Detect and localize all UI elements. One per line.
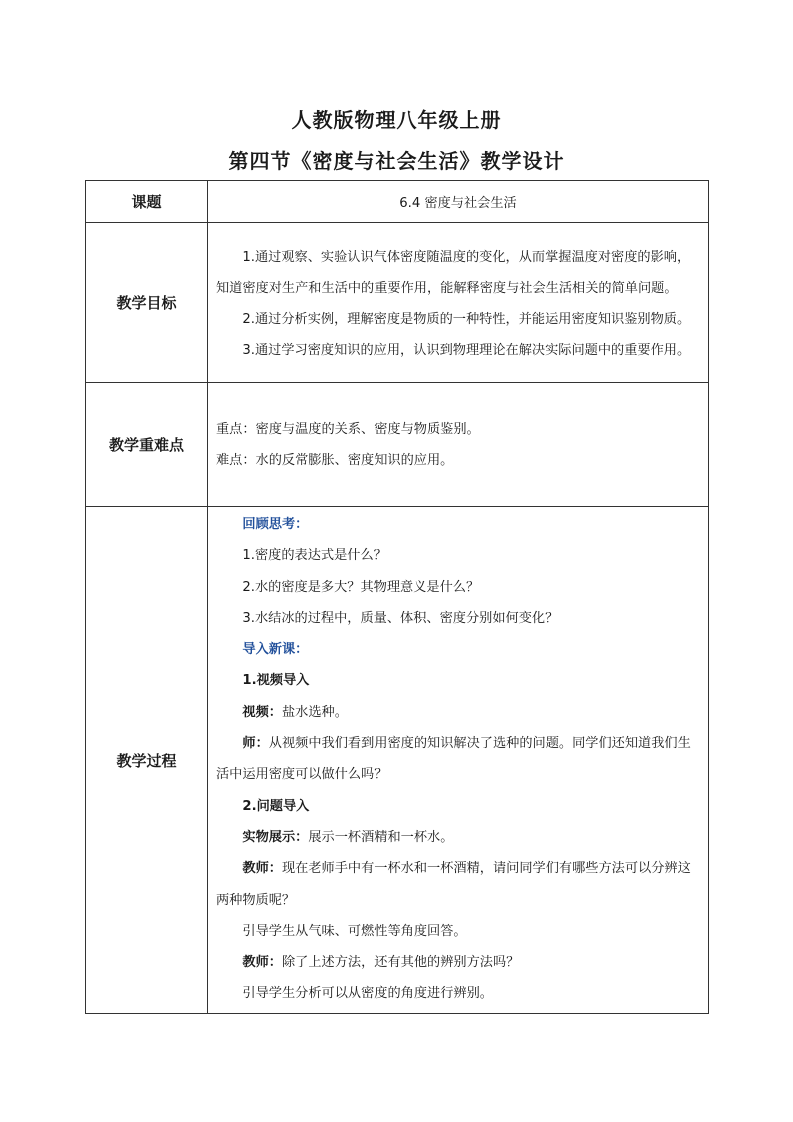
topic-value: 6.4 密度与社会生活 bbox=[208, 181, 709, 223]
keypoints-label: 教学重难点 bbox=[86, 383, 208, 507]
table-row-process bbox=[86, 507, 709, 1014]
table-row-keypoints bbox=[86, 383, 709, 507]
review-item: 1.密度的表达式是什么？ bbox=[242, 548, 387, 564]
teacher-line bbox=[216, 853, 702, 916]
table-row-objectives bbox=[86, 223, 709, 383]
demo-text: 展示一杯酒精和一杯水。 bbox=[308, 829, 454, 845]
review-heading: 回顾思考： bbox=[242, 517, 309, 532]
intro-heading: 导入新课： bbox=[242, 642, 309, 658]
objective-item: 3.通过学习密度知识的应用，认识到物理理论在解决实际问题中的重要作用。 bbox=[242, 342, 691, 358]
question-heading: 2.问题导入 bbox=[242, 798, 310, 814]
teacher-text: 现在老师手中有一杯水和一杯酒精，请问同学们有哪些方法可以分辨这两种物质呢？ bbox=[216, 861, 691, 908]
video-text: 盐水选种。 bbox=[281, 704, 348, 720]
keypoints-content bbox=[208, 383, 709, 507]
review-item: 2.水的密度是多大？其物理意义是什么？ bbox=[242, 579, 480, 595]
process-label: 教学过程 bbox=[86, 507, 208, 1014]
table-row-topic bbox=[86, 181, 709, 223]
process-content bbox=[208, 507, 709, 1014]
demo-line bbox=[216, 822, 702, 853]
video-heading: 1.视频导入 bbox=[242, 673, 310, 689]
video-label: 视频： bbox=[242, 704, 282, 720]
review-item: 3.水结冰的过程中，质量、体积、密度分别如何变化？ bbox=[242, 610, 559, 626]
teacher-label: 教师： bbox=[242, 955, 282, 971]
guide-line: 引导学生分析可以从密度的角度进行辨别。 bbox=[242, 986, 493, 1002]
teacher-text: 从视频中我们看到用密度的知识解决了选种的问题。同学们还知道我们生活中运用密度可以做什么吗？ bbox=[216, 736, 691, 783]
key-point: 重点：密度与温度的关系、密度与物质鉴别。 bbox=[216, 421, 480, 437]
document-subtitle: 第四节《密度与社会生活》教学设计 bbox=[228, 149, 565, 173]
document-title: 人教版物理八年级上册 bbox=[291, 108, 502, 132]
demo-label: 实物展示： bbox=[242, 829, 309, 845]
teacher-line bbox=[216, 728, 702, 791]
teacher-label: 师： bbox=[242, 736, 269, 752]
objectives-content bbox=[208, 223, 709, 383]
teacher-line bbox=[216, 947, 702, 978]
video-line bbox=[216, 697, 702, 728]
topic-label: 课题 bbox=[86, 181, 208, 223]
teacher-label: 教师： bbox=[242, 861, 282, 877]
objectives-label: 教学目标 bbox=[86, 223, 208, 383]
lesson-plan-table bbox=[85, 180, 709, 1014]
objective-item: 1.通过观察、实验认识气体密度随温度的变化，从而掌握温度对密度的影响，知道密度对生产和生活中的重要作用，能解释密度与社会生活相关的简单问题。 bbox=[216, 249, 691, 296]
guide-line: 引导学生从气味、可燃性等角度回答。 bbox=[242, 923, 467, 939]
objective-item: 2.通过分析实例，理解密度是物质的一种特性，并能运用密度知识鉴别物质。 bbox=[242, 311, 691, 327]
teacher-text: 除了上述方法，还有其他的辨别方法吗？ bbox=[281, 955, 520, 971]
difficult-point: 难点：水的反常膨胀、密度知识的应用。 bbox=[216, 452, 454, 468]
